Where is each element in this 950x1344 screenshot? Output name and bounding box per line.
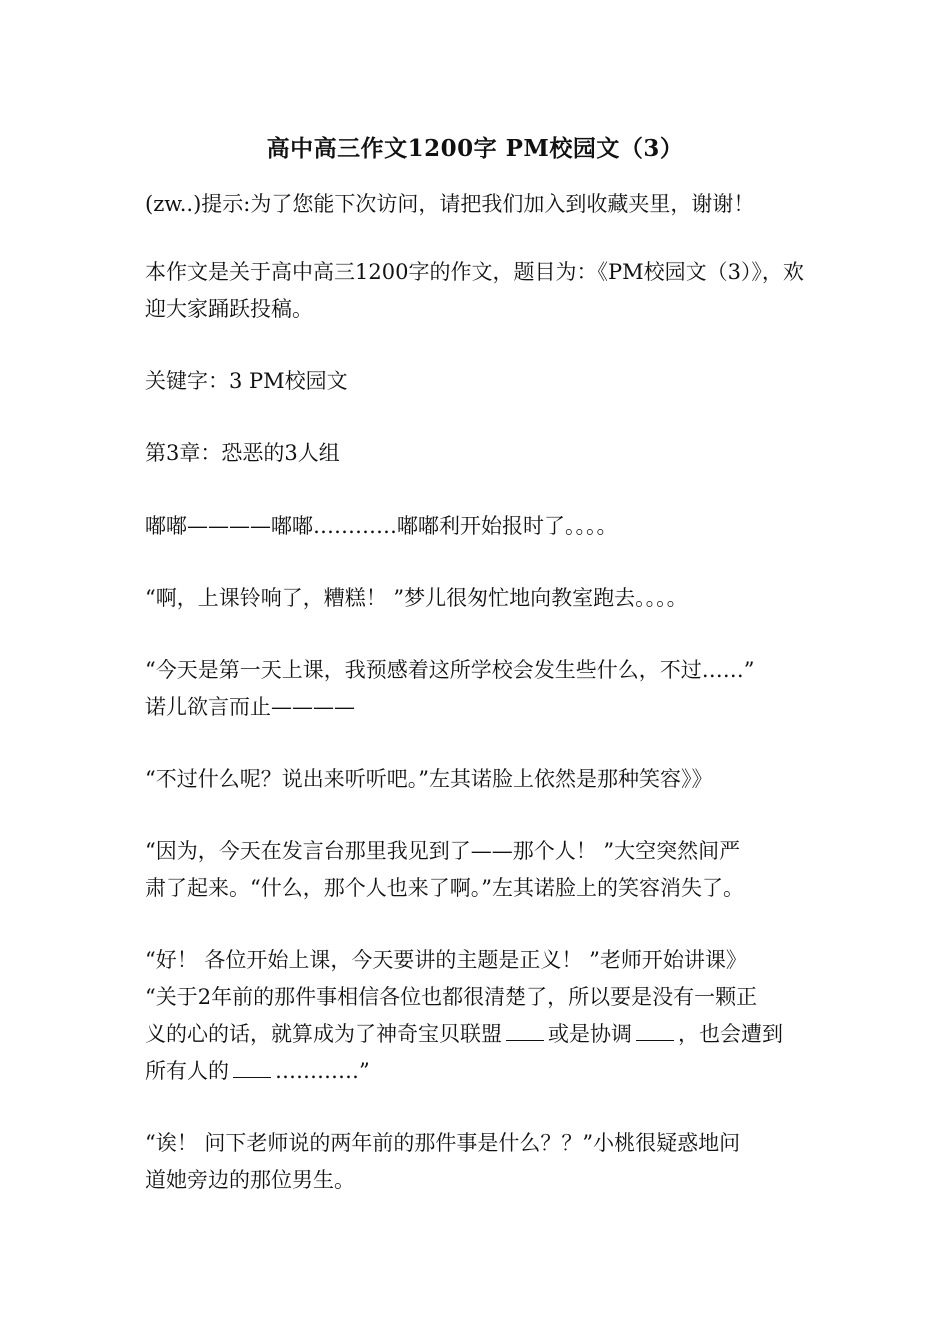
notice-paragraph — [145, 186, 810, 223]
fill-blank — [233, 1059, 271, 1078]
fill-blank — [506, 1022, 544, 1041]
story-line: 诺儿欲言而止———— — [145, 695, 355, 719]
story-line: “关于2年前的那件事相信各位也都很清楚了，所以要是没有一颗正 — [145, 985, 758, 1009]
story-line: “啊，上课铃响了，糟糕！ ”梦儿很匆忙地向教室跑去。。。。 — [145, 586, 688, 610]
story-line: 嘟嘟————嘟嘟…………嘟嘟利开始报时了。。。。 — [145, 514, 618, 538]
chapter-line: 第3章：恐恶的3人组 — [145, 441, 340, 465]
story-line: 肃了起来。“什么，那个人也来了啊。”左其诺脸上的笑容消失了。 — [145, 876, 744, 900]
text-segment: 或是协调 — [548, 1022, 632, 1046]
notice-line: (zw..)提示:为了您能下次访问，请把我们加入到收藏夹里，谢谢！ — [145, 192, 755, 216]
story-line: “不过什么呢？说出来听听吧。”左其诺脸上依然是那种笑容》》 — [145, 767, 713, 791]
story-line-with-blanks — [145, 1016, 810, 1053]
intro-paragraph — [145, 254, 810, 328]
keywords-paragraph — [145, 363, 810, 400]
story-paragraph-7 — [145, 1125, 810, 1199]
story-line: “今天是第一天上课，我预感着这所学校会发生些什么，不过……” — [145, 658, 755, 682]
story-line: “好！ 各位开始上课，今天要讲的主题是正义！ ”老师开始讲课》 — [145, 948, 747, 972]
document-title: 高中高三作文1200字 PM校园文（3） — [266, 135, 684, 162]
story-paragraph-3 — [145, 652, 810, 726]
story-paragraph-2 — [145, 580, 810, 617]
story-paragraph-6 — [145, 942, 810, 1090]
story-line: 道她旁边的那位男生。 — [145, 1168, 355, 1192]
fill-blank — [636, 1022, 674, 1041]
story-line-with-blanks — [145, 1053, 810, 1090]
text-segment: 所有人的 — [145, 1059, 229, 1083]
intro-line-2: 迎大家踊跃投稿。 — [145, 297, 313, 321]
story-line: “诶！ 问下老师说的两年前的那件事是什么？？”小桃很疑惑地问 — [145, 1131, 741, 1155]
story-paragraph-1 — [145, 508, 810, 545]
story-paragraph-4 — [145, 761, 810, 798]
story-paragraph-5 — [145, 833, 810, 907]
text-segment: ，也会遭到 — [678, 1022, 783, 1046]
keywords-line: 关键字：3 PM校园文 — [145, 369, 348, 393]
text-segment: 义的心的话，就算成为了神奇宝贝联盟 — [145, 1022, 502, 1046]
intro-line-1: 本作文是关于高中高三1200字的作文，题目为：《PM校园文（3）》，欢 — [145, 260, 804, 284]
chapter-heading — [145, 435, 810, 472]
story-line: “因为，今天在发言台那里我见到了——那个人！ ”大空突然间严 — [145, 839, 741, 863]
text-segment: …………” — [275, 1059, 370, 1083]
